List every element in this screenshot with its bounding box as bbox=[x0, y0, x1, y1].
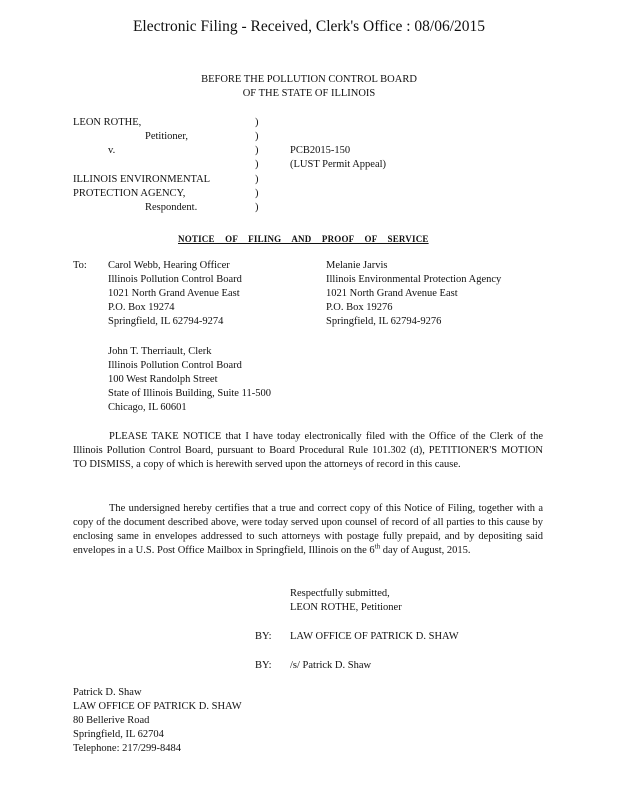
attorney-line: Patrick D. Shaw bbox=[73, 687, 142, 698]
recipient-line: Melanie Jarvis bbox=[326, 260, 388, 271]
versus: v. bbox=[108, 145, 116, 156]
attorney-line: Springfield, IL 62704 bbox=[73, 729, 164, 740]
recipient-line: Springfield, IL 62794-9276 bbox=[326, 316, 442, 327]
respondent-role: Respondent. bbox=[145, 202, 198, 213]
respondent-line1: ILLINOIS ENVIRONMENTAL bbox=[73, 174, 211, 185]
recipient-block bbox=[326, 259, 501, 329]
case-type: (LUST Permit Appeal) bbox=[290, 159, 387, 170]
caption-bracket: ) bbox=[255, 188, 259, 199]
court-name-line1: BEFORE THE POLLUTION CONTROL BOARD bbox=[201, 74, 417, 85]
document-title: NOTICE OF FILING AND PROOF OF SERVICE bbox=[178, 234, 429, 244]
certification-text-end: day of August, 2015. bbox=[380, 545, 471, 556]
attorney-block bbox=[73, 686, 242, 756]
certification-ordinal: th bbox=[374, 542, 381, 551]
attorney-line: LAW OFFICE OF PATRICK D. SHAW bbox=[73, 701, 242, 712]
attorney-line: 80 Bellerive Road bbox=[73, 715, 150, 726]
notice-paragraph: PLEASE TAKE NOTICE that I have today electronically filed with the Office of the Clerk of the Illinois Pollution Control Board, pursuant to Board Procedural Rule 101.302 (d), PETITIONER'S MOTION TO DISMISS, a copy of which is herewith served upon the attorneys of record in this cause. bbox=[73, 431, 543, 470]
closing-line1: Respectfully submitted, bbox=[290, 588, 390, 599]
respondent-line2: PROTECTION AGENCY, bbox=[73, 188, 186, 199]
caption-bracket: ) bbox=[255, 131, 259, 142]
certification-paragraph bbox=[73, 502, 543, 558]
recipient-line: 1021 North Grand Avenue East bbox=[326, 288, 458, 299]
petitioner-role: Petitioner, bbox=[145, 131, 189, 142]
recipient-block bbox=[108, 259, 242, 329]
court-name-line2: OF THE STATE OF ILLINOIS bbox=[242, 88, 376, 99]
caption-bracket: ) bbox=[255, 174, 259, 185]
recipient-line: Illinois Environmental Protection Agency bbox=[326, 274, 502, 285]
caption-bracket: ) bbox=[255, 202, 259, 213]
recipient-line: Chicago, IL 60601 bbox=[108, 402, 187, 413]
caption-bracket: ) bbox=[255, 145, 259, 156]
recipient-line: P.O. Box 19274 bbox=[108, 302, 175, 313]
to-label: To: bbox=[73, 260, 87, 271]
case-number: PCB2015-150 bbox=[290, 145, 351, 156]
signature: /s/ Patrick D. Shaw bbox=[290, 660, 372, 671]
attorney-line: Telephone: 217/299-8484 bbox=[73, 743, 182, 754]
caption-bracket: ) bbox=[255, 159, 259, 170]
recipient-line: Illinois Pollution Control Board bbox=[108, 274, 242, 285]
filing-stamp: Electronic Filing - Received, Clerk's Office : 08/06/2015 bbox=[132, 18, 486, 35]
petitioner-name: LEON ROTHE, bbox=[73, 117, 142, 128]
by-firm: LAW OFFICE OF PATRICK D. SHAW bbox=[290, 631, 459, 642]
recipient-line: 100 West Randolph Street bbox=[108, 374, 218, 385]
recipient-line: Carol Webb, Hearing Officer bbox=[108, 260, 230, 271]
by-label: BY: bbox=[255, 631, 272, 642]
by-label: BY: bbox=[255, 660, 272, 671]
recipient-block bbox=[108, 345, 271, 415]
closing-line2: LEON ROTHE, Petitioner bbox=[290, 602, 402, 613]
recipient-line: John T. Therriault, Clerk bbox=[108, 346, 212, 357]
certification-text: The undersigned hereby certifies that a true and correct copy of this Notice of Filing, together with a copy of the document described above, were today served upon counsel of record of all parties to this cause by enclosing same in envelopes addressed to such attorneys with postage fully prepaid, and by depositing said envelopes in a U.S. Post Office Mailbox in Springfield, Illinois on the 6 bbox=[73, 503, 543, 556]
recipient-line: State of Illinois Building, Suite 11-500 bbox=[108, 388, 271, 399]
recipient-line: Illinois Pollution Control Board bbox=[108, 360, 242, 371]
recipient-line: 1021 North Grand Avenue East bbox=[108, 288, 240, 299]
recipient-line: Springfield, IL 62794-9274 bbox=[108, 316, 224, 327]
recipient-line: P.O. Box 19276 bbox=[326, 302, 393, 313]
caption-bracket: ) bbox=[255, 117, 259, 128]
